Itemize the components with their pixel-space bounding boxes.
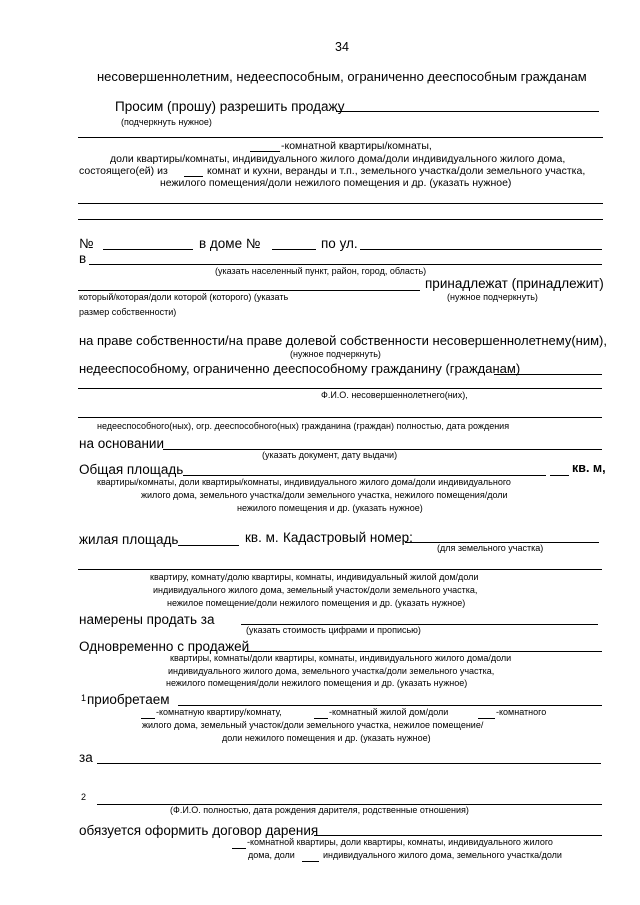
fio-field[interactable] xyxy=(78,417,602,418)
sale-price-hint: (указать стоимость цифрами и прописью) xyxy=(246,625,421,635)
sale-hint-2: индивидуального жилого дома, земельный участок/доли земельного участка, xyxy=(153,585,478,595)
area-hint-2: жилого дома, земельного участка/доли земельного участка, нежилого помещения/доли xyxy=(141,490,508,500)
area-hint-3: нежилого помещения и др. (указать нужное) xyxy=(237,503,423,513)
living-area-unit: кв. м. xyxy=(245,530,279,545)
sale-object-field[interactable] xyxy=(78,569,602,570)
request-field-2[interactable] xyxy=(78,137,603,138)
share-hint-2: размер собственности) xyxy=(79,307,177,317)
area-hint-1: квартиры/комнаты, доли квартиры/комнаты, индивидуального жилого дома/доли индивидуального xyxy=(97,477,511,487)
ownership-line1: на праве собственности/на праве долевой собственности несовершеннолетнему(ним), xyxy=(79,333,607,348)
acquire-field[interactable] xyxy=(178,705,602,706)
living-area-field[interactable] xyxy=(178,545,239,546)
cadastral-label: Кадастровый номер: xyxy=(283,530,413,545)
page-number: 34 xyxy=(335,40,349,54)
street-field[interactable] xyxy=(360,249,602,250)
total-area-value-field[interactable] xyxy=(550,475,569,476)
object-field-2[interactable] xyxy=(78,219,603,220)
house-field[interactable] xyxy=(272,249,316,250)
belongs-label: принадлежат (принадлежит) xyxy=(425,276,604,291)
request-label: Просим (прошу) разрешить продажу xyxy=(115,99,345,114)
request-hint: (подчеркнуть нужное) xyxy=(121,117,212,127)
fio-hint-2: недееспособного(ных), огр. дееспособного(ных) гражданина (граждан) полностью, дата рождения xyxy=(97,421,510,431)
gift-rooms-field[interactable] xyxy=(232,848,246,849)
total-area-unit: кв. м, xyxy=(572,461,606,475)
acquire-hint-3: доли нежилого помещения и др. (указать нужное) xyxy=(222,733,431,743)
simultaneous-hint-2: индивидуального жилого дома, земельного участка/доли земельного участка, xyxy=(168,666,495,676)
acquire-hint-1c: -комнатного xyxy=(496,707,547,717)
fio-hint: Ф.И.О. несовершеннолетнего(них), xyxy=(321,390,468,400)
simultaneous-hint-3: нежилого помещения/доли нежилого помещения и др. (указать нужное) xyxy=(166,678,468,688)
total-area-field[interactable] xyxy=(183,475,546,476)
gift-share-field[interactable] xyxy=(302,861,319,862)
street-label: по ул. xyxy=(321,236,358,251)
cadastral-hint: (для земельного участка) xyxy=(437,543,544,553)
gift-hint-2b: индивидуального жилого дома, земельного участка/доли xyxy=(323,850,562,860)
ownership-field-1[interactable] xyxy=(494,374,602,375)
house-label: в доме № xyxy=(199,236,261,251)
basis-hint: (указать документ, дату выдачи) xyxy=(262,450,398,460)
sale-hint-3: нежилое помещение/доли нежилого помещения и др. (указать нужное) xyxy=(167,598,466,608)
acquire-price-field[interactable] xyxy=(97,763,601,764)
rooms-label: -комнатной квартиры/комнаты, xyxy=(281,140,432,152)
no-field[interactable] xyxy=(103,249,193,250)
basis-label: на основании xyxy=(79,436,165,451)
object-desc-line3: нежилого помещения/доли нежилого помещения и др. (указать нужное) xyxy=(160,177,512,189)
request-field[interactable] xyxy=(336,111,599,112)
object-desc-line2a: состоящего(ей) из xyxy=(79,165,168,177)
form-heading: несовершеннолетним, недееспособным, ограниченно дееспособным гражданам xyxy=(97,69,587,84)
acquire-label: приобретаем xyxy=(87,692,170,707)
gift-hint-2a: дома, доли xyxy=(248,850,295,860)
footnote-2: 2 xyxy=(81,792,87,802)
gift-label: обязуется оформить договор дарения xyxy=(79,823,319,838)
acquire-rooms-house-field[interactable] xyxy=(314,718,328,719)
sale-hint-1: квартиру, комнату/долю квартиры, комнаты, индивидуальный жилой дом/доли xyxy=(150,572,479,582)
object-desc-line2b: комнат и кухни, веранды и т.п., земельного участка/доли земельного участка, xyxy=(207,165,586,177)
sale-label: намерены продать за xyxy=(79,612,215,627)
total-area-label: Общая площадь xyxy=(79,462,184,477)
acquire-hint-1a: -комнатную квартиру/комнату, xyxy=(156,707,282,717)
donor-hint: (Ф.И.О. полностью, дата рождения дарителя, родственные отношения) xyxy=(170,805,469,815)
acquire-hint-2: жилого дома, земельный участок/доли земельного участка, нежилое помещение/ xyxy=(142,720,484,730)
acquire-rooms-flat-field[interactable] xyxy=(141,718,155,719)
gift-field[interactable] xyxy=(314,835,602,836)
rooms-count-field[interactable] xyxy=(250,151,280,152)
acquire-for-label: за xyxy=(79,750,93,765)
place-hint: (указать населенный пункт, район, город, область) xyxy=(215,266,427,276)
footnote-1: 1 xyxy=(81,693,87,703)
share-hint-1: который/которая/доли которой (которого) (указать xyxy=(79,292,289,302)
object-desc-line1: доли квартиры/комнаты, индивидуального жилого дома/доли индивидуального жилого дома, xyxy=(110,153,566,165)
acquire-hint-1b: -комнатный жилой дом/доли xyxy=(329,707,449,717)
place-field[interactable] xyxy=(89,264,602,265)
living-area-label: жилая площадь xyxy=(79,532,179,547)
ownership-field-2[interactable] xyxy=(78,388,602,389)
object-field-1[interactable] xyxy=(78,203,603,204)
acquire-rooms-share-field[interactable] xyxy=(478,718,495,719)
no-label: № xyxy=(79,236,94,251)
in-label: в xyxy=(79,251,87,266)
ownership-hint: (нужное подчеркнуть) xyxy=(290,349,381,359)
simultaneous-label: Одновременно с продажей xyxy=(79,639,250,654)
share-field[interactable] xyxy=(78,290,420,291)
simultaneous-hint-1: квартиры, комнаты/доли квартиры, комнаты, индивидуального жилого дома/доли xyxy=(170,653,512,663)
belongs-hint: (нужное подчеркнуть) xyxy=(447,292,538,302)
gift-hint-1: -комнатной квартиры, доли квартиры, комнаты, индивидуального жилого xyxy=(247,837,553,847)
ownership-line2: недееспособному, ограниченно дееспособному гражданину (гражданам) xyxy=(79,361,521,376)
simultaneous-field[interactable] xyxy=(245,651,602,652)
